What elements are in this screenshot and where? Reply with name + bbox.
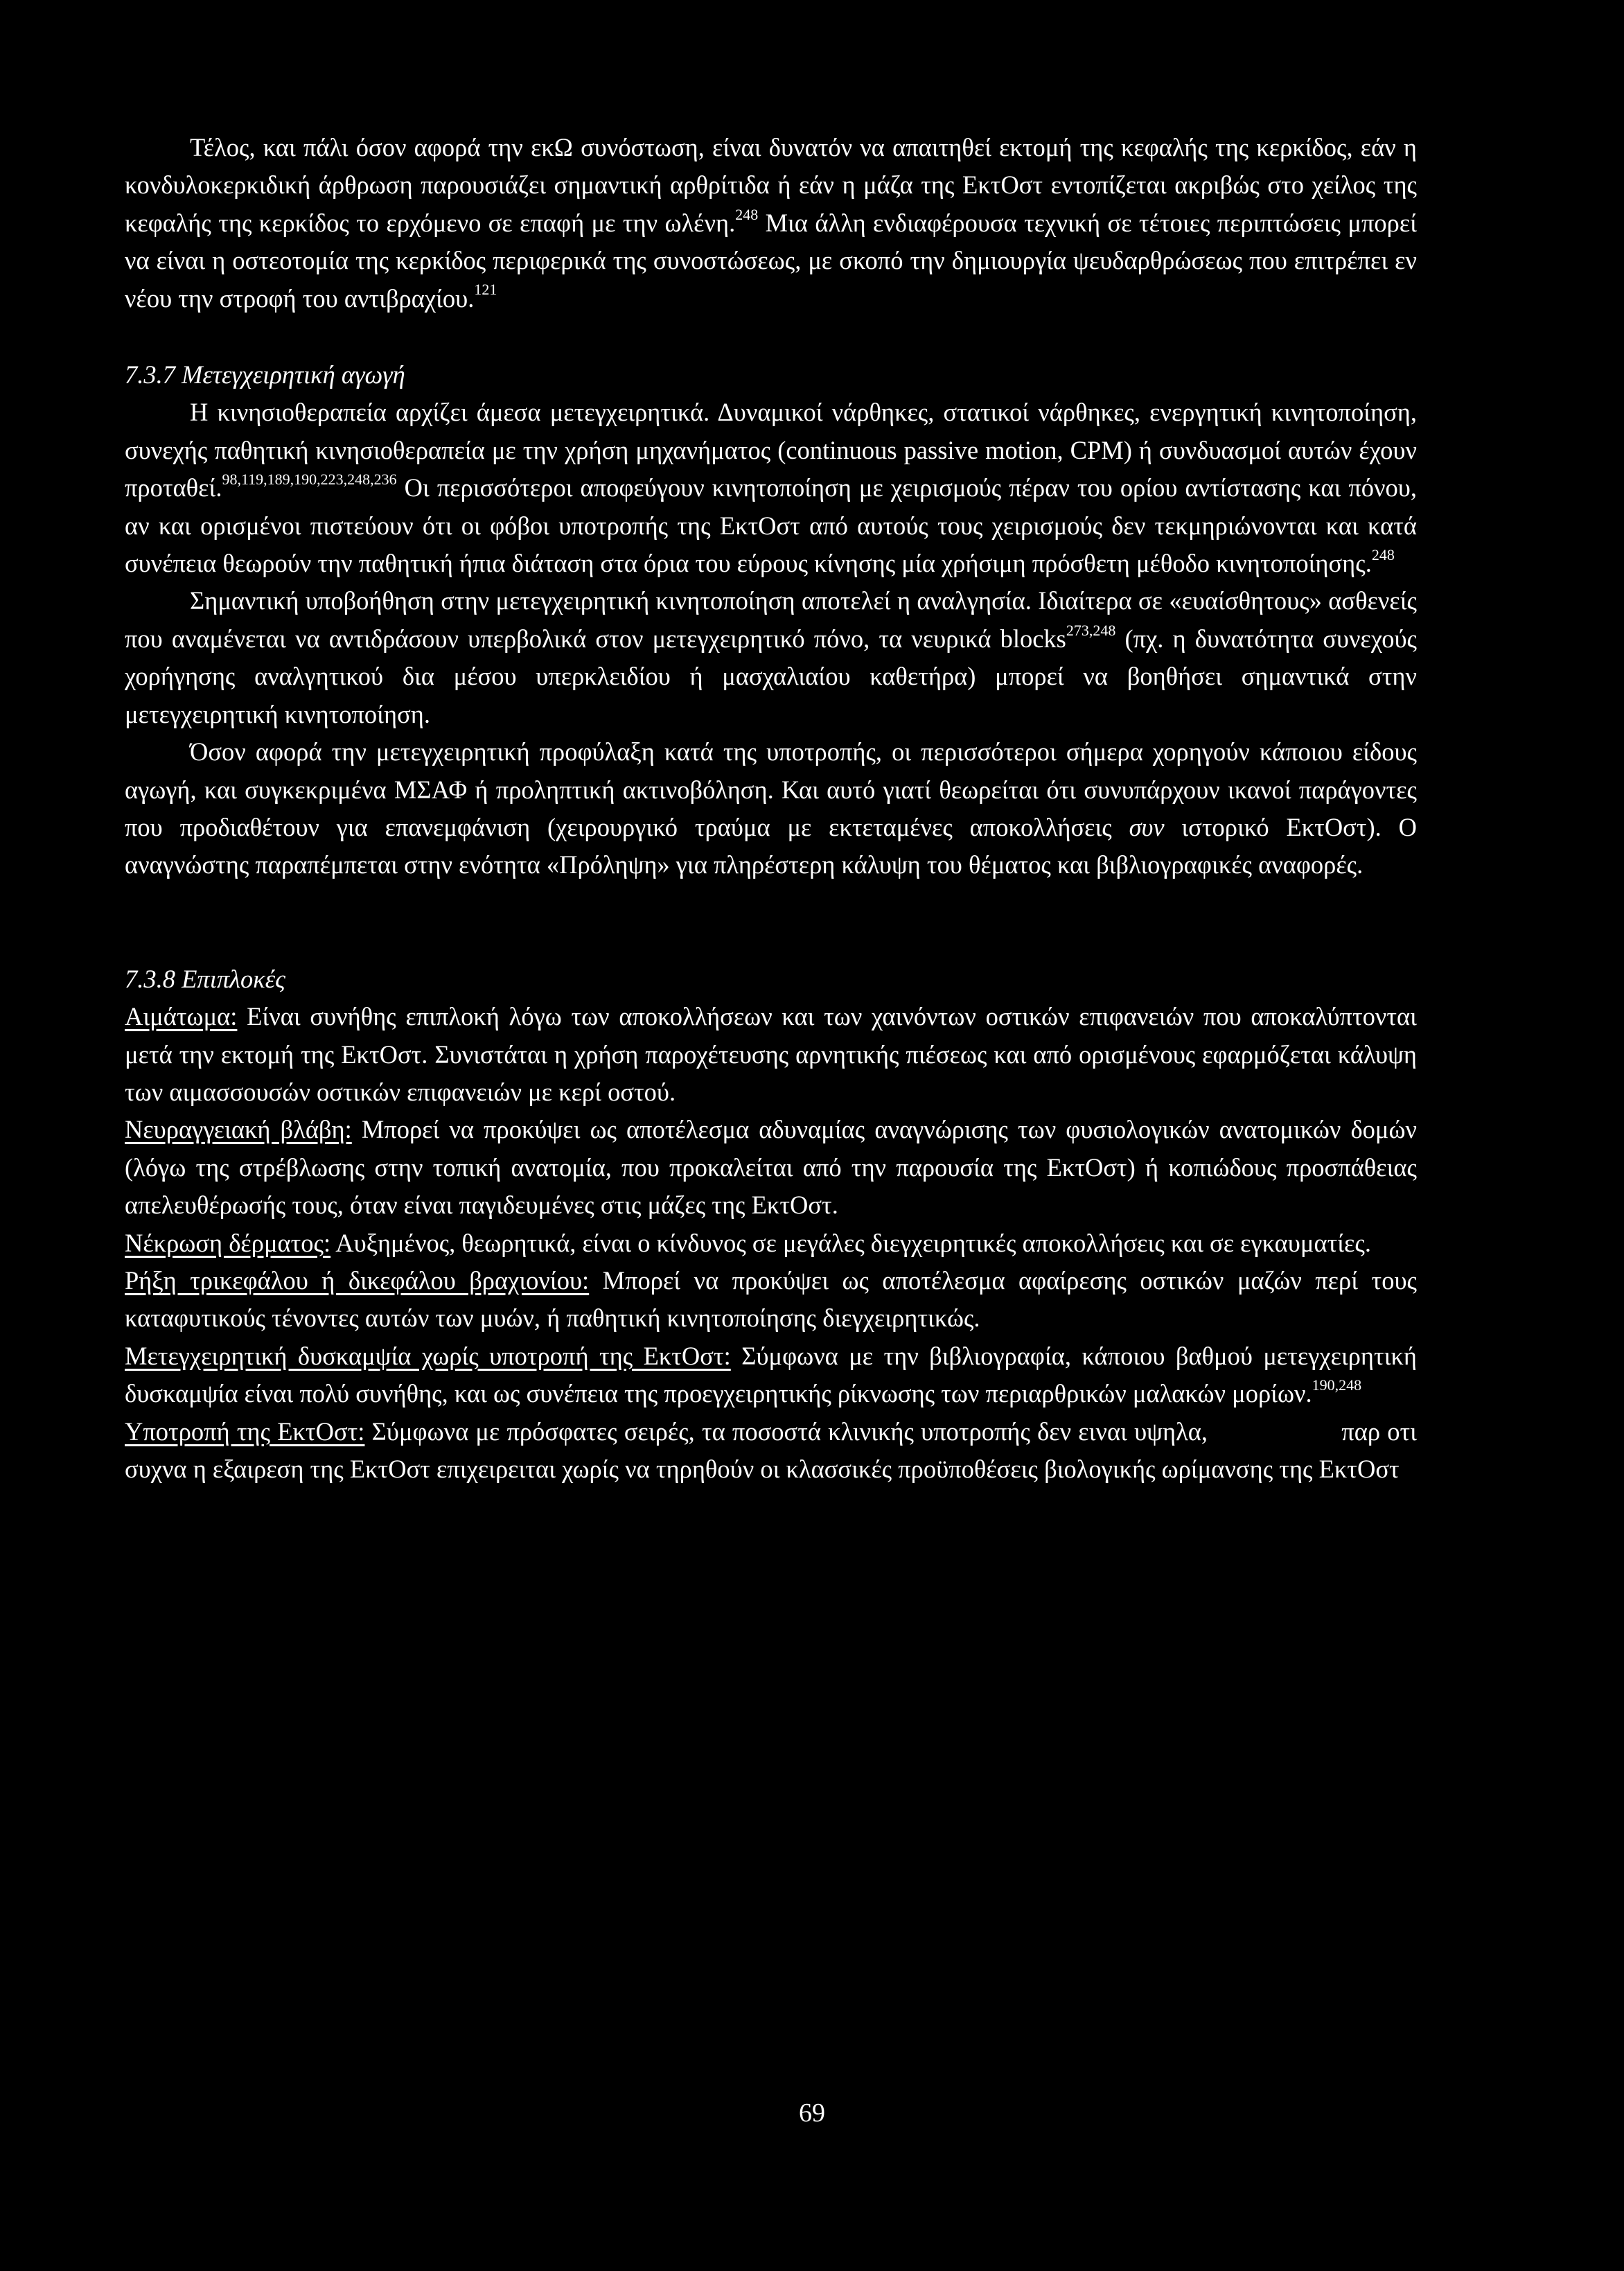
text: Σημαντική υποβοήθηση στην μετεγχειρητική κινητοποίηση αποτελεί η αναλγησία. Ιδιαίτερα σε «ευαίσθητους» ασθενείς που αναμένεται να αντιδράσουν υπερβολικά στον μετεγχειρητικό πόνο, τα νευρικά blocks [125,586,1417,653]
section-heading-737: 7.3.7 Μετεγχειρητική αγωγή [125,360,405,389]
complication-hematoma [125,998,1417,1111]
complication-label: Υποτροπή της ΕκτΟστ: [125,1417,365,1446]
paragraph-resection [125,129,1417,317]
complication-label: Νέκρωση δέρματος: [125,1228,331,1257]
citation: 190,248 [1312,1376,1362,1394]
text: Η κινησιοθεραπεία αρχίζει άμεσα μετεγχειρητικά. Δυναμικοί νάρθηκες, στατικοί νάρθηκες, ενεργητική κινητοποίηση, συνεχής παθητική κινησιοθεραπεία με την χρήση μηχανήματος (continuous passive motion, CPM) ή συνδυασμοί αυτών έχουν προταθεί. [125,398,1417,502]
text: (πχ. η δυνατότητα συνεχούς χορήγησης αναλγητικού δια μέσου υπερκλειδίου ή μασχαλιαίου καθετήρα) μπορεί να βοηθήσει σημαντικά στην μετεγχειρητική κινητοποίηση. [125,624,1418,728]
complication-label: Μετεγχειρητική δυσκαμψία χωρίς υποτροπή της ΕκτΟστ: [125,1341,731,1370]
citation: 98,119,189,190,223,248,236 [222,471,397,489]
paragraph-physiotherapy [125,394,1417,582]
complication-label: Νευραγγειακή βλάβη: [125,1115,352,1144]
complication-tendon-rupture [125,1262,1417,1338]
text: Τέλος, και πάλι όσον αφορά την εκΩ συνόστωση, είναι δυνατόν να απαιτηθεί εκτομή της κεφαλής της κερκίδος, εάν η κονδυλοκερκιδική άρθρωση παρουσιάζει σημαντική αρθρίτιδα ή εάν η μάζα της ΕκτΟστ εντοπίζεται ακριβώς στο χείλος της κεφαλής της κερκίδος το ερχόμενο σε επαφή με την ωλένη. [125,133,1417,237]
citation: 248 [735,205,759,223]
text: Μπορεί να προκύψει ως αποτέλεσμα αδυναμίας αναγνώρισης των φυσιολογικών ανατομικών δομών (λόγω της στρέβλωσης στην τοπική ανατομία, που προκαλείται από την παρουσία της ΕκτΟστ) ή κοπιώδους προσπάθειας απελευθέρωσής τους, όταν είναι παγιδευμένες στις μάζες της ΕκτΟστ. [125,1115,1418,1220]
text: Οι περισσότεροι αποφεύγουν κινητοποίηση με χειρισμούς πέραν του ορίου αντίστασης και πόνου, αν και ορισμένοι πιστεύουν ότι οι φόβοι υποτροπής της ΕκτΟστ από αυτούς τους χειρισμούς δεν τεκμηριώνονται και κατά συνέπεια θεωρούν την παθητική ήπια διάταση στα όρια του εύρους κίνησης μία χρήσιμη πρόσθετη μέθοδο κινητοποίησης. [125,473,1417,578]
page-content [125,129,1424,1488]
citation: 248 [1371,545,1395,563]
text: Σύμφωνα με την βιβλιογραφία, κάποιου βαθμού μετεγχειρητική δυσκαμψία είναι πολύ συνήθης, και ως συνέπεια της προεγχειρητικής ρίκνωσης των περιαρθρικών μαλακών μορίων. [125,1341,1417,1408]
text: Είναι συνήθης επιπλοκή λόγω των αποκολλήσεων και των χαινόντων οστικών επιφανειών που αποκαλύπτονται μετά την εκτομή της ΕκτΟστ. Συνιστάται η χρήση παροχέτευσης αρνητικής πιέσεως και από ορισμένους εφαρμόζεται κάλυψη των αιμασσουσών οστικών επιφανειών με κερί οστού. [125,1002,1417,1106]
text: Σύμφωνα με πρόσφατες σειρές, τα ποσοστά κλινικής υποτροπής δεν ειναι υψηλα, παρ οτι συχνα η εξαιρεση της ΕκτΟστ επιχειρειται χωρίς να τηρηθούν οι κλασσικές προϋποθέσεις βιολογικής ωρίμανσης της ΕκτΟστ [125,1417,1424,1483]
section-heading-738: 7.3.8 Επιπλοκές [125,964,285,993]
page-number: 69 [799,2098,825,2128]
text: ιστορικό ΕκτΟστ). Ο αναγνώστης παραπέμπεται στην ενότητα «Πρόληψη» για πληρέστερη κάλυψη του θέματος και βιβλιογραφικές αναφορές. [125,812,1417,879]
paragraph-prophylaxis [125,733,1417,884]
complication-stiffness [125,1338,1417,1413]
citation: 121 [474,281,497,299]
italic-text: συν [1129,812,1165,841]
paragraph-analgesia [125,582,1417,733]
complication-skin-necrosis [125,1225,1417,1262]
text: Μπορεί να προκύψει ως αποτέλεσμα αφαίρεσης οστικών μαζών περί τους καταφυτικούς τένοντες αυτών των μυών, ή παθητική κινητοποίησης διεγχειρητικώς. [125,1265,1417,1333]
complication-recurrence [125,1413,1424,1489]
citation: 273,248 [1066,621,1116,639]
complication-neurovascular [125,1111,1417,1224]
text: Όσον αφορά την μετεγχειρητική προφύλαξη κατά της υποτροπής, οι περισσότεροι σήμερα χορηγούν κάποιου είδους αγωγή, και συγκεκριμένα ΜΣΑΦ ή προληπτική ακτινοβόληση. Και αυτό γιατί θεωρείται ότι συνυπάρχουν ικανοί παράγοντες που προδιαθέτουν για επανεμφάνιση (χειρουργικό τραύμα με εκτεταμένες αποκολλήσεις [125,737,1417,841]
text: Μια άλλη ενδιαφέρουσα τεχνική σε τέτοιες περιπτώσεις μπορεί να είναι η οστεοτομία της κερκίδος περιφερικά της συνοστώσεως, με σκοπό την δημιουργία ψευδαρθρώσεως που επιτρέπει εν νέου την στροφή του αντιβραχίου. [125,208,1417,313]
text: Αυξημένος, θεωρητικά, είναι ο κίνδυνος σε μεγάλες διεγχειρητικές αποκολλήσεις και σε εγκαυματίες. [330,1228,1371,1257]
complication-label: Ρήξη τρικεφάλου ή δικεφάλου βραχιονίου: [125,1265,590,1295]
complication-label: Αιμάτωμα: [125,1002,238,1031]
